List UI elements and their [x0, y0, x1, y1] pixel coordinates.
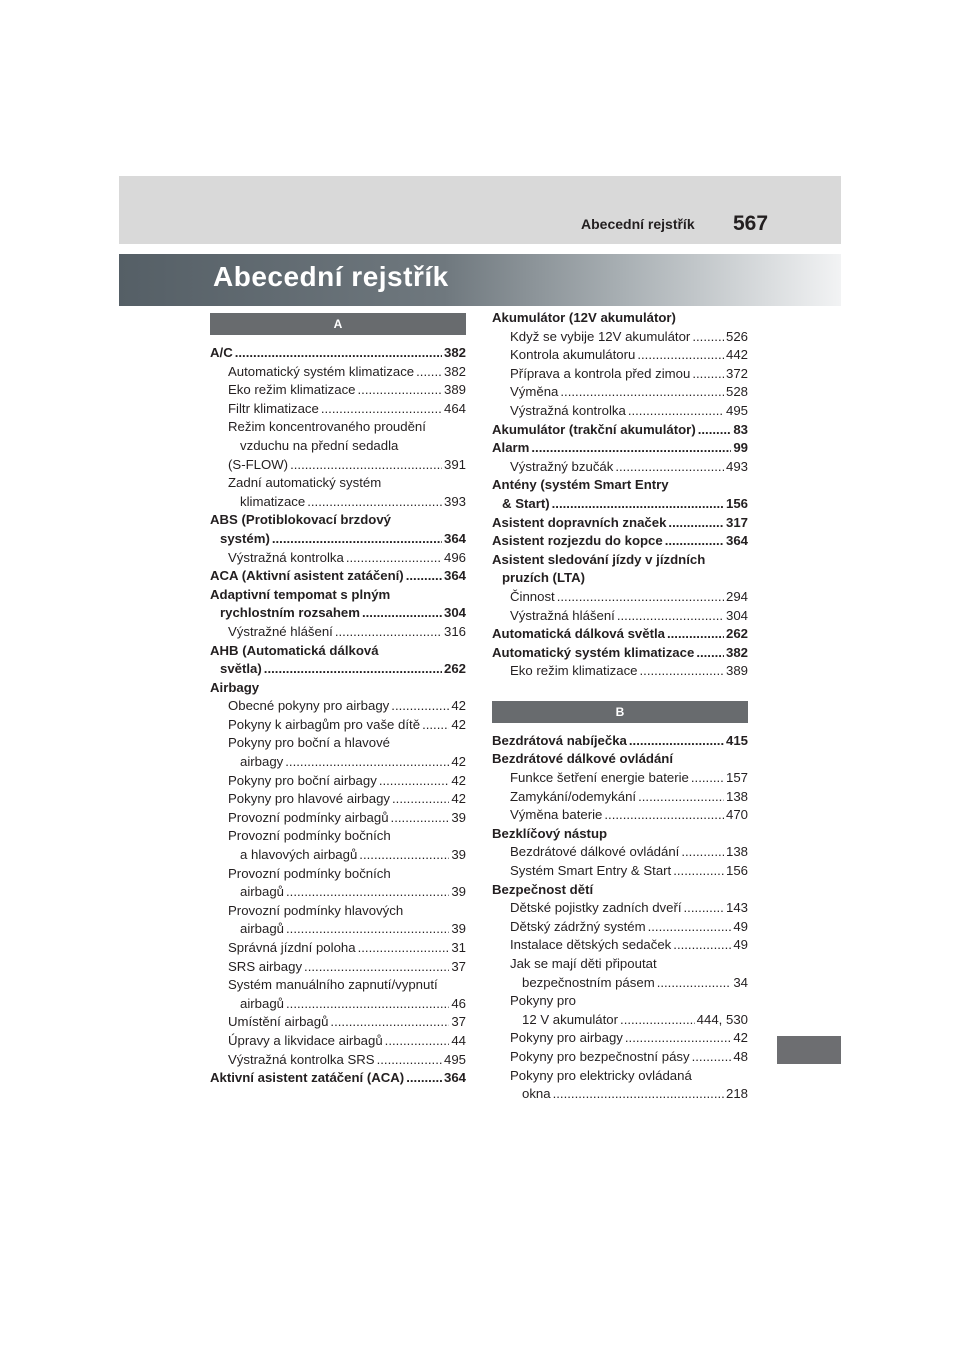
dot-leader — [346, 549, 442, 568]
index-entry — [492, 365, 748, 384]
index-entry — [492, 514, 748, 533]
index-term: Pokyny pro boční airbagy — [228, 772, 377, 788]
index-entry — [492, 788, 748, 807]
page-ref: 156 — [725, 495, 748, 511]
page-ref: 364 — [725, 533, 748, 549]
index-entry — [210, 642, 466, 661]
index-term: Když se vybije 12V akumulátor — [510, 328, 691, 344]
index-entry — [210, 549, 466, 568]
dot-leader — [264, 660, 442, 679]
page-ref: 294 — [725, 588, 748, 604]
index-term: okna — [522, 1086, 551, 1102]
index-entry — [492, 974, 748, 993]
index-term: Obecné pokyny pro airbagy — [228, 698, 390, 714]
index-term: Dětský zádržný systém — [510, 918, 646, 934]
page-ref: 464 — [443, 400, 466, 416]
index-term: A/C — [210, 345, 233, 360]
index-entry — [210, 1069, 466, 1088]
dot-leader — [617, 607, 724, 626]
index-term: Režim koncentrovaného proudění — [228, 419, 426, 435]
dot-leader — [667, 625, 724, 644]
index-entry — [492, 532, 748, 551]
index-entry — [492, 662, 748, 681]
index-term: Adaptivní tempomat s plným — [210, 586, 391, 602]
index-entry — [492, 992, 748, 1011]
index-entry — [492, 309, 748, 328]
index-term: Činnost — [510, 588, 555, 604]
index-entry — [210, 1013, 466, 1032]
index-term: Jak se mají děti připoutat — [510, 956, 657, 971]
index-entry — [492, 769, 748, 788]
index-term: Automatický systém klimatizace — [492, 644, 695, 660]
index-entry — [210, 604, 466, 623]
index-term: Bezdrátové dálkové ovládání — [492, 751, 674, 767]
index-entry — [210, 660, 466, 679]
dot-leader — [637, 346, 724, 365]
index-entry — [210, 456, 466, 475]
dot-leader — [235, 344, 442, 363]
index-term: vzduchu na přední sedadla — [240, 437, 399, 453]
index-term: Systém manuálního zapnutí/vypnutí — [228, 977, 438, 993]
index-entry — [210, 623, 466, 642]
index-term: Výstražná kontrolka SRS — [228, 1051, 375, 1067]
index-term: Aktivní asistent zatáčení (ACA) — [210, 1070, 405, 1086]
index-entry — [210, 772, 466, 791]
page-ref: 39 — [451, 809, 466, 825]
page-ref: 49 — [733, 918, 748, 934]
index-term: Pokyny pro hlavové airbagy — [228, 791, 391, 807]
letter-heading-b: B — [492, 701, 748, 723]
index-term: Asistent rozjezdu do kopce — [492, 533, 663, 549]
page-ref: 382 — [725, 644, 748, 660]
index-term: Automatický systém klimatizace — [228, 363, 415, 379]
index-entry — [210, 418, 466, 437]
index-entry — [210, 716, 466, 735]
page-ref: 444, 530 — [696, 1011, 748, 1027]
index-term: Výstražný bzučák — [510, 458, 614, 474]
page-ref: 143 — [725, 900, 748, 916]
dot-leader — [531, 439, 731, 458]
index-entry — [210, 865, 466, 884]
index-term: Příprava a kontrola před zimou — [510, 365, 691, 381]
index-term: Výměna baterie — [510, 807, 603, 823]
dot-leader — [604, 806, 724, 825]
dot-leader — [307, 493, 442, 512]
page-ref: 470 — [725, 807, 748, 823]
index-entry — [492, 439, 748, 458]
index-term: Pokyny pro elektricky ovládaná — [510, 1067, 692, 1083]
page-ref: 389 — [725, 663, 748, 679]
index-entry — [492, 955, 748, 974]
index-term: Provozní podmínky hlavových — [228, 902, 404, 918]
dot-leader — [304, 958, 449, 977]
index-term: Funkce šetření energie baterie — [510, 770, 689, 786]
page-ref: 393 — [443, 493, 466, 509]
page-ref: 442 — [725, 347, 748, 363]
dot-leader — [362, 604, 442, 623]
index-entry — [492, 644, 748, 663]
page-ref: 156 — [725, 863, 748, 879]
index-entry — [210, 567, 466, 586]
page-ref: 389 — [443, 382, 466, 398]
page-ref: 262 — [725, 626, 748, 642]
index-term: Filtr klimatizace — [228, 400, 319, 416]
index-entry — [210, 753, 466, 772]
page-ref: 528 — [725, 384, 748, 400]
dot-leader — [557, 588, 724, 607]
index-term: Pokyny pro airbagy — [510, 1030, 623, 1046]
page-ref: 317 — [725, 514, 748, 530]
index-term: Bezdrátová nabíječka — [492, 732, 627, 748]
index-term: Pokyny pro boční a hlavové — [228, 735, 391, 751]
page-ref: 34 — [733, 974, 748, 990]
index-term: Výstražná kontrolka — [510, 402, 626, 418]
page-ref: 262 — [443, 661, 466, 677]
index-term: Provozní podmínky bočních — [228, 828, 391, 844]
page-number: 567 — [733, 212, 769, 235]
index-term: Asistent sledování jízdy v jízdních — [492, 551, 706, 567]
index-entry — [210, 939, 466, 958]
index-term: & Start) — [502, 495, 550, 511]
dot-leader — [335, 623, 442, 642]
page-ref: 44 — [451, 1032, 466, 1048]
index-entry — [492, 1048, 748, 1067]
dot-leader — [640, 662, 724, 681]
page-ref: 218 — [725, 1086, 748, 1102]
dot-leader — [391, 809, 450, 828]
index-entry — [492, 328, 748, 347]
index-term: rychlostním rozsahem — [220, 605, 360, 621]
page-ref: 316 — [443, 623, 466, 639]
page-ref: 42 — [451, 772, 466, 788]
index-entry — [210, 697, 466, 716]
index-term: airbagy — [240, 754, 284, 770]
dot-leader — [406, 1069, 442, 1088]
index-entry — [210, 474, 466, 493]
dot-leader — [625, 1029, 731, 1048]
page-ref: 39 — [451, 921, 466, 937]
index-entry — [492, 588, 748, 607]
index-entry — [492, 495, 748, 514]
index-term: pruzích (LTA) — [502, 570, 586, 586]
index-term: Antény (systém Smart Entry — [492, 477, 669, 493]
index-term: Správná jízdní poloha — [228, 940, 356, 955]
dot-leader — [392, 790, 449, 809]
section-title: Abecední rejstřík — [581, 216, 695, 232]
dot-leader — [406, 567, 442, 586]
index-entries-b — [492, 732, 748, 1104]
page-ref: 42 — [451, 754, 466, 770]
index-term: klimatizace — [240, 493, 306, 509]
index-entry — [210, 920, 466, 939]
page-ref: 382 — [443, 363, 466, 379]
index-term: Dětské pojistky zadních dveří — [510, 900, 682, 916]
dot-leader — [379, 772, 450, 791]
dot-leader — [552, 495, 724, 514]
index-entry — [492, 918, 748, 937]
dot-leader — [673, 936, 731, 955]
page-ref: 391 — [443, 456, 466, 472]
index-term: airbagů — [240, 995, 284, 1011]
index-entry — [210, 790, 466, 809]
index-term: Kontrola akumulátoru — [510, 347, 636, 363]
index-entries-a-continued — [492, 309, 748, 681]
index-entry — [492, 936, 748, 955]
index-term: bezpečnostním pásem — [522, 974, 655, 990]
index-term: Pokyny pro — [510, 993, 576, 1009]
page-ref: 42 — [733, 1030, 748, 1046]
index-entry — [210, 827, 466, 846]
dot-leader — [416, 363, 442, 382]
index-term: Umístění airbagů — [228, 1014, 329, 1030]
page-ref: 496 — [443, 549, 466, 565]
page-ref: 364 — [443, 1070, 466, 1086]
index-entry — [492, 881, 748, 900]
index-entry — [492, 421, 748, 440]
page-ref: 304 — [443, 605, 466, 621]
index-entry — [210, 530, 466, 549]
dot-leader — [272, 530, 442, 549]
page-ref: 364 — [443, 530, 466, 546]
page-ref: 372 — [725, 365, 748, 381]
dot-leader — [391, 697, 449, 716]
page-ref: 37 — [451, 958, 466, 974]
index-entry — [492, 625, 748, 644]
page-ref: 46 — [451, 995, 466, 1011]
index-term: SRS airbagy — [228, 958, 303, 974]
index-entry — [210, 883, 466, 902]
page-ref: 364 — [443, 568, 466, 584]
dot-leader — [681, 843, 724, 862]
dot-leader — [692, 1048, 732, 1067]
page-ref: 304 — [725, 607, 748, 623]
index-entry — [210, 400, 466, 419]
dot-leader — [638, 788, 724, 807]
index-term: Eko režim klimatizace — [228, 382, 356, 398]
index-term: airbagů — [240, 884, 284, 900]
dot-leader — [698, 421, 732, 440]
index-entry — [210, 846, 466, 865]
dot-leader — [665, 532, 724, 551]
index-entry — [210, 511, 466, 530]
page-ref: 48 — [733, 1048, 748, 1064]
index-entry — [210, 586, 466, 605]
index-term: Eko režim klimatizace — [510, 663, 638, 679]
page-ref: 138 — [725, 844, 748, 860]
page-ref: 39 — [451, 847, 466, 863]
index-term: Úpravy a likvidace airbagů — [228, 1032, 383, 1048]
page-ref: 495 — [725, 402, 748, 418]
dot-leader — [560, 383, 724, 402]
index-term: Airbagy — [210, 679, 260, 695]
index-entry — [210, 381, 466, 400]
index-term: Zadní automatický systém — [228, 475, 382, 491]
dot-leader — [696, 644, 724, 663]
index-term: (S-FLOW) — [228, 456, 289, 472]
page-ref: 415 — [725, 732, 748, 748]
page-ref: 31 — [451, 940, 466, 955]
page-ref: 49 — [733, 937, 748, 953]
index-term: Výstražné hlášení — [228, 623, 333, 639]
dot-leader — [290, 456, 442, 475]
page-ref: 42 — [451, 698, 466, 714]
index-entry — [492, 476, 748, 495]
index-entry — [492, 825, 748, 844]
dot-leader — [615, 458, 724, 477]
dot-leader — [668, 514, 724, 533]
index-entry — [492, 607, 748, 626]
dot-leader — [553, 1085, 724, 1104]
dot-leader — [286, 920, 449, 939]
index-term: Asistent dopravních značek — [492, 514, 667, 530]
index-term: ABS (Protiblokovací brzdový — [210, 512, 391, 528]
dot-leader — [377, 1051, 442, 1070]
dot-leader — [285, 753, 449, 772]
index-term: Bezpečnost dětí — [492, 881, 594, 897]
index-entry — [492, 1029, 748, 1048]
dot-leader — [330, 1013, 449, 1032]
index-entry — [492, 1085, 748, 1104]
page-ref: 157 — [725, 770, 748, 786]
page-title: Abecední rejstřík — [213, 261, 449, 292]
dot-leader — [629, 732, 724, 751]
page-ref: 495 — [443, 1051, 466, 1067]
letter-heading-a: A — [210, 313, 466, 335]
dot-leader — [422, 716, 449, 735]
index-term: Pokyny k airbagům pro vaše dítě — [228, 716, 421, 732]
page-ref: 99 — [733, 440, 748, 456]
index-term: systém) — [220, 530, 270, 546]
index-entry — [492, 899, 748, 918]
index-term: Pokyny pro bezpečnostní pásy — [510, 1048, 690, 1064]
index-term: Instalace dětských sedaček — [510, 937, 672, 953]
dot-leader — [673, 862, 724, 881]
index-entry — [210, 902, 466, 921]
index-term: Provozní podmínky bočních — [228, 865, 391, 881]
index-entry — [492, 862, 748, 881]
index-entry — [210, 344, 466, 363]
index-entry — [492, 569, 748, 588]
index-term: a hlavových airbagů — [240, 847, 358, 863]
index-entry — [210, 734, 466, 753]
index-term: Výměna — [510, 384, 559, 400]
chapter-tab — [777, 1036, 841, 1064]
index-term: Zamykání/odemykání — [510, 788, 637, 804]
index-entry — [210, 437, 466, 456]
index-term: světla) — [220, 661, 262, 677]
index-column-right — [492, 309, 748, 1104]
dot-leader — [692, 365, 724, 384]
index-entry — [210, 1051, 466, 1070]
index-entry — [210, 493, 466, 512]
dot-leader — [620, 1011, 695, 1030]
index-term: airbagů — [240, 921, 284, 937]
dot-leader — [286, 995, 449, 1014]
index-term: Alarm — [492, 440, 530, 456]
index-entry — [492, 458, 748, 477]
dot-leader — [692, 328, 724, 347]
index-entries-a — [210, 344, 466, 1088]
index-term: Akumulátor (12V akumulátor) — [492, 310, 676, 325]
index-term: ACA (Aktivní asistent zatáčení) — [210, 568, 404, 584]
dot-leader — [358, 939, 450, 958]
dot-leader — [321, 400, 442, 419]
index-entry — [210, 958, 466, 977]
page-ref: 37 — [451, 1014, 466, 1030]
index-entry — [210, 363, 466, 382]
index-entry — [492, 806, 748, 825]
page-ref: 138 — [725, 788, 748, 804]
index-term: 12 V akumulátor — [522, 1011, 619, 1027]
index-entry — [210, 976, 466, 995]
index-entry — [492, 383, 748, 402]
page-ref: 42 — [451, 791, 466, 807]
index-term: Bezklíčový nástup — [492, 825, 608, 841]
dot-leader — [628, 402, 724, 421]
index-term: Bezdrátové dálkové ovládání — [510, 844, 680, 860]
index-term: AHB (Automatická dálková — [210, 642, 379, 658]
dot-leader — [657, 974, 732, 993]
page-ref: 526 — [725, 328, 748, 344]
dot-leader — [359, 846, 449, 865]
index-entry — [492, 1067, 748, 1086]
index-term: Výstražná kontrolka — [228, 549, 344, 565]
index-entry — [210, 679, 466, 698]
page-ref: 42 — [451, 716, 466, 732]
page-ref: 493 — [725, 458, 748, 474]
index-term: Automatická dálková světla — [492, 626, 665, 642]
index-entry — [210, 1032, 466, 1051]
index-term: Provozní podmínky airbagů — [228, 809, 389, 825]
index-term: Akumulátor (trakční akumulátor) — [492, 421, 696, 437]
dot-leader — [385, 1032, 450, 1051]
dot-leader — [684, 899, 724, 918]
index-term: Systém Smart Entry & Start — [510, 863, 672, 879]
page-ref: 382 — [443, 345, 466, 360]
index-entry — [492, 750, 748, 769]
index-entry — [492, 1011, 748, 1030]
page-ref: 83 — [733, 421, 748, 437]
index-entry — [210, 809, 466, 828]
index-entry — [492, 732, 748, 751]
dot-leader — [286, 883, 449, 902]
index-term: Výstražná hlášení — [510, 607, 615, 623]
index-column-left — [210, 313, 466, 1088]
index-entry — [492, 346, 748, 365]
index-entry — [492, 843, 748, 862]
index-entry — [210, 995, 466, 1014]
page-ref: 39 — [451, 884, 466, 900]
dot-leader — [648, 918, 732, 937]
index-entry — [492, 551, 748, 570]
index-entry — [492, 402, 748, 421]
dot-leader — [358, 381, 442, 400]
dot-leader — [691, 769, 724, 788]
